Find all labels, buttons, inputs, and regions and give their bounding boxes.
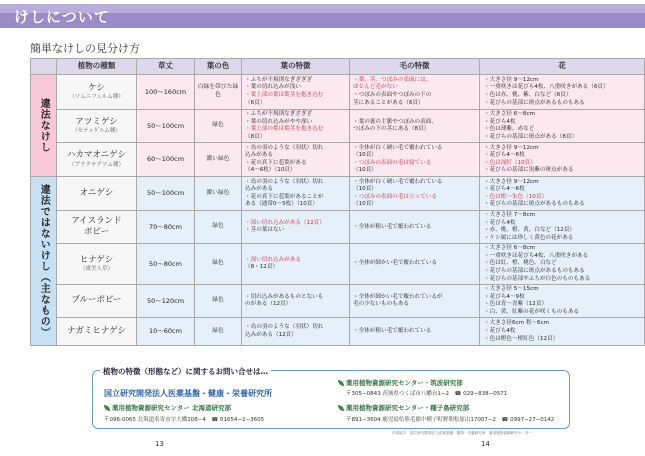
- section-title: 簡単なけしの見分け方: [30, 42, 140, 55]
- page-number-left: 13: [155, 440, 164, 448]
- leaf-color-cell: 濃い緑色: [195, 177, 242, 211]
- hair-feature-cell: [350, 211, 480, 244]
- leaf-feature-cell-line: ・花の真下に苞葉がある: [245, 159, 307, 166]
- leaf-feature-cell: [242, 211, 350, 244]
- leaf-feature-cell-line: ・深い切れ込みがある（12頁）: [245, 219, 325, 226]
- plant-name: ハカマオニゲシ: [67, 150, 126, 161]
- height-cell: 70〜80cm: [137, 211, 195, 244]
- leaf-feature-cell-line: ・葉の切れ込みが浅い: [245, 84, 301, 91]
- leaf-feature-cell-line: ・葉の切れ込みがやや深い: [245, 118, 313, 125]
- flower-cell-line: ・大きさ径 9〜12cm: [484, 178, 539, 185]
- inquiry-right2-address: 〒891−3604 鹿児島県熊毛郡中種子町野間松原山17007−2 ☎ 0997−27−0142: [346, 417, 555, 423]
- leaf-feature-cell-line: （6頁）: [245, 99, 266, 106]
- hair-feature-cell-line: ・全体が粗い毛で覆われている: [353, 223, 432, 230]
- leaf-feature-cell-line: ・鳥の羽のような（羽状）切れ: [245, 144, 324, 151]
- flower-cell-line: ・大きさ径 7〜8cm: [484, 212, 535, 219]
- table-row: [31, 244, 645, 285]
- hair-feature-cell: [350, 143, 480, 177]
- height-cell: 50〜120cm: [137, 285, 195, 318]
- plant-name: オニゲシ: [79, 187, 114, 198]
- flower-cell-line: ・大きさ径 9〜12cm: [484, 144, 539, 151]
- flower-cell-line: ・大きさ径 9〜12cm: [484, 76, 539, 83]
- header-plant-type: 植物の種類: [57, 59, 137, 75]
- table-row: [31, 177, 645, 211]
- hair-feature-cell-line: ・全体が粗い毛で覆われている: [353, 328, 432, 335]
- table-row: [31, 285, 645, 318]
- header-flower: 花: [480, 59, 645, 75]
- inquiry-title: 植物の特徴（形態など）に関するお問い合せは…: [100, 366, 271, 377]
- flower-cell: [480, 244, 645, 285]
- identification-table: [30, 58, 645, 346]
- flower-cell-line: ・大きさ径 6〜8cm: [484, 111, 535, 117]
- flower-cell-line: ・色は深紅（10頁）: [484, 159, 536, 166]
- flower-cell-line: ・ケシ属には珍しく黄色の花がある: [484, 234, 574, 241]
- plant-species: （虞美人草）: [79, 266, 113, 273]
- hair-feature-cell: [350, 75, 480, 110]
- group-label: 違法なけし: [31, 75, 57, 177]
- flower-cell-line: ・花びらの基部やふちが白色のものもある: [484, 275, 591, 282]
- flower-cell-line: ・白、黄、紅紫の花が咲くものもある: [484, 308, 580, 315]
- leaf-feature-cell-line: 込みがある（12頁）: [245, 331, 297, 338]
- hair-feature-cell-line: （10頁）: [353, 152, 377, 159]
- leaf-feature-cell-line: ・深い切れ込みがある: [245, 256, 301, 263]
- plant-name-cell: [57, 177, 137, 211]
- header-height: 草丈: [137, 59, 195, 75]
- flower-cell-line: ・大きさ径 5〜15cm: [484, 286, 539, 293]
- leaf-feature-cell-line: 込みがある: [245, 186, 273, 193]
- flower-cell-line: ・花びら4枚: [484, 118, 516, 125]
- plant-name: ナガミヒナゲシ: [67, 326, 126, 337]
- flower-cell: [480, 110, 645, 143]
- leaf-color-cell: 緑色: [195, 318, 242, 346]
- plant-name: ケシ: [88, 82, 105, 93]
- leaf-icon: [338, 380, 344, 386]
- hair-feature-cell: [350, 110, 480, 143]
- leaf-color-cell: 白緑を帯びた緑色: [195, 75, 242, 110]
- page-number-right: 14: [481, 440, 490, 448]
- header-leaf-features: 葉の特徴: [242, 59, 350, 75]
- hair-feature-cell-line: ・つぼみの表面の毛は寝ている: [353, 159, 432, 166]
- flower-cell: [480, 318, 645, 346]
- group-label: 違法ではないけし（主なもの）: [31, 177, 57, 346]
- plant-name: アツミゲシ: [75, 116, 118, 127]
- flower-cell-line: ・花びらの基部に斑点があるものもある: [484, 99, 585, 106]
- plant-species: （ブラクテアツム種）: [69, 161, 124, 168]
- flower-cell: [480, 143, 645, 177]
- flower-cell-line: ・色は紅、橙、桃色、白など: [484, 260, 557, 267]
- flower-cell-line: ・大きさ径 6〜8cm: [484, 245, 535, 252]
- hair-feature-cell-line: ・全体が白く硬い毛で覆われている: [353, 178, 443, 185]
- flower-cell-line: ・花びら4枚: [484, 219, 516, 226]
- plant-name-cell: [57, 244, 137, 285]
- flower-cell-line: ・赤、桃、橙、黄、白など（12頁）: [484, 227, 576, 234]
- plant-name: ヒナゲシ: [79, 254, 114, 265]
- hair-feature-cell: [350, 318, 480, 346]
- flower-cell-line: ・花びら4〜6枚: [484, 186, 525, 193]
- plant-name-cell: [57, 318, 137, 346]
- flower-cell-line: ・花びらの基部に斑点があるものもある: [484, 268, 585, 275]
- header-hair-features: 毛の特徴: [350, 59, 480, 75]
- leaf-color-cell: 緑色: [195, 244, 242, 285]
- plant-name-cell: [57, 211, 137, 244]
- plant-name-cell: [57, 285, 137, 318]
- height-cell: 10〜60cm: [137, 318, 195, 346]
- hair-feature-cell-line: ・全体が細かい毛で覆われている: [353, 260, 437, 267]
- inquiry-org: 国立研究開発法人医薬基盤・健康・栄養研究所: [104, 389, 272, 398]
- hair-feature-cell: [350, 285, 480, 318]
- leaf-feature-cell-line: ある（通常0〜5枚）（10頁）: [245, 201, 318, 208]
- leaf-feature-cell: [242, 75, 350, 110]
- leaf-color-cell: 緑色: [195, 110, 242, 143]
- plant-name: ブルーポピー: [71, 295, 122, 306]
- leaf-feature-cell-line: （8頁）: [245, 133, 266, 140]
- hair-feature-cell-line: ・つぼみの表面の毛は立っている: [353, 193, 437, 200]
- leaf-feature-cell-line: （8・12頁）: [245, 264, 279, 271]
- plant-name-cell: [57, 75, 137, 110]
- leaf-feature-cell-line: （4〜6枚）（10頁）: [245, 167, 296, 174]
- leaf-feature-cell-line: ・葉上部の葉は葉茎を抱き込む: [245, 126, 324, 133]
- leaf-feature-cell-line: ・ふちが不規則なぎざぎざ: [245, 111, 313, 117]
- table-row: [31, 75, 645, 110]
- leaf-color-cell: 緑色: [195, 285, 242, 318]
- height-cell: 50〜80cm: [137, 244, 195, 285]
- leaf-feature-cell: [242, 244, 350, 285]
- flower-cell-line: ・花びら4〜9枚: [484, 293, 525, 300]
- height-cell: 50〜100cm: [137, 110, 195, 143]
- hair-feature-cell-line: つぼみの下の茎にある（8頁）: [353, 126, 430, 133]
- flower-cell: [480, 285, 645, 318]
- inquiry-left-address: 〒096-0065 北海道名寄市字大橋108−4 ☎ 01654−2−3605: [104, 417, 265, 423]
- flower-cell-line: ・色は青〜青紫（12頁）: [484, 301, 548, 308]
- hair-feature-cell-line: ・全体が白く硬い毛で覆われている: [353, 144, 443, 151]
- leaf-feature-cell: [242, 110, 350, 143]
- height-cell: 50〜100cm: [137, 177, 195, 211]
- inquiry-right1-center: 薬用植物資源研究センター・筑波研究部: [338, 378, 463, 387]
- flower-cell-line: ・花びらの基部に斑点がある（8頁）: [484, 133, 578, 140]
- flower-cell: [480, 177, 645, 211]
- hair-feature-cell-line: ほとんど毛がない: [353, 84, 398, 91]
- hair-feature-cell-line: ・つぼみの表面やつぼみの下の: [353, 92, 432, 98]
- hair-feature-cell-line: （10頁）: [353, 186, 377, 193]
- leaf-feature-cell: [242, 285, 350, 318]
- table-row: [31, 110, 645, 143]
- flower-cell-line: ・色は橙〜朱色（10頁）: [484, 193, 548, 200]
- plant-name-cell: [57, 143, 137, 177]
- page-title: けしについて: [14, 8, 110, 26]
- leaf-feature-cell-line: のがある（12頁）: [245, 301, 292, 308]
- header-leaf-color: 葉の色: [195, 59, 242, 75]
- flower-cell: [480, 75, 645, 110]
- flower-cell-line: ・色は薄紫、赤など: [484, 126, 535, 133]
- plant-name: アイスランド: [71, 215, 122, 226]
- height-cell: 60〜100cm: [137, 143, 195, 177]
- flower-cell-line: ・大きさ径6cm 程〜6cm: [484, 320, 550, 327]
- flower-cell-line: ・花びら4〜6枚: [484, 152, 525, 159]
- hair-feature-cell-line: ・全体が細かい毛で覆われているが: [353, 293, 443, 300]
- table-row: [31, 211, 645, 244]
- plant-species: （ソムニフェルム種）: [69, 94, 124, 101]
- leaf-color-cell: 濃い緑色: [195, 143, 242, 177]
- flower-cell-line: ・花びら4枚: [484, 328, 516, 335]
- inquiry-right2-center: 薬用植物資源研究センター・種子島研究部: [338, 403, 469, 412]
- flower-cell: [480, 211, 645, 244]
- hair-feature-cell-line: 茎にあることがある（6頁）: [353, 99, 424, 106]
- flower-cell-line: ・一重咲きは花びら4枚、八重咲きがある: [484, 252, 589, 259]
- leaf-feature-cell: [242, 143, 350, 177]
- flower-cell-line: ・花びらの基部に斑点があるものもある: [484, 201, 585, 208]
- inquiry-right1-address: 〒305−0843 茨城県つくば市八幡台1−2 ☎ 029−838−0571: [346, 391, 508, 397]
- plant-name-line2: ポピー: [83, 227, 110, 238]
- hair-feature-cell: [350, 244, 480, 285]
- hair-feature-cell-line: （10頁）: [353, 167, 377, 174]
- plant-species: （セティゲルム種）: [72, 128, 121, 135]
- leaf-feature-cell-line: ・葉上部の葉は葉茎を抱き込む: [245, 92, 324, 98]
- leaf-feature-cell-line: ・茎の葉はない: [245, 227, 285, 234]
- height-cell: 100〜160cm: [137, 75, 195, 110]
- hair-feature-cell-line: 毛の少ないものもある: [353, 301, 409, 308]
- hair-feature-cell-line: ・葉の裏の主脈やつぼみの表面、: [353, 118, 437, 125]
- hair-feature-cell-line: ・葉、茎、つぼみの表面には、: [353, 76, 432, 83]
- credit-line: 作成協力 国立研究開発法人医薬基盤・健康・栄養研究所 薬用植物資源研究センター: [392, 431, 533, 435]
- flower-cell-line: ・色は橙色〜橙紅色（12頁）: [484, 335, 559, 342]
- flower-cell-line: ・一重咲きは花びら4枚、八重咲きがある（6頁）: [484, 84, 609, 91]
- leaf-feature-cell-line: 込みがある: [245, 152, 273, 159]
- leaf-feature-cell-line: ・切れ込みがあるものとないも: [245, 293, 324, 300]
- inquiry-left-center: 薬用植物資源研究センター 北海道研究部: [104, 403, 231, 412]
- leaf-icon: [338, 405, 344, 411]
- flower-cell-line: ・色は赤、桃、紫、白など（6頁）: [484, 92, 572, 98]
- table-header-row: [31, 59, 645, 75]
- leaf-feature-cell-line: ・鳥の羽のような（羽状）切れ: [245, 178, 324, 185]
- leaf-color-cell: 緑色: [195, 211, 242, 244]
- leaf-feature-cell: [242, 177, 350, 211]
- header-corner: [31, 59, 57, 75]
- leaf-icon: [104, 405, 110, 411]
- table-row: [31, 143, 645, 177]
- leaf-feature-cell-line: ・鳥の羽のような（羽状）切れ: [245, 324, 324, 331]
- leaf-feature-cell: [242, 318, 350, 346]
- plant-name-cell: [57, 110, 137, 143]
- leaf-feature-cell-line: ・ふちが不規則なぎざぎざ: [245, 76, 313, 83]
- leaf-feature-cell-line: ・花の真下に苞葉があることが: [245, 193, 324, 200]
- table-row: [31, 318, 645, 346]
- hair-feature-cell: [350, 177, 480, 211]
- flower-cell-line: ・花びらの基部に黒紫の斑点がある: [484, 167, 574, 174]
- hair-feature-cell-line: （10頁）: [353, 201, 377, 208]
